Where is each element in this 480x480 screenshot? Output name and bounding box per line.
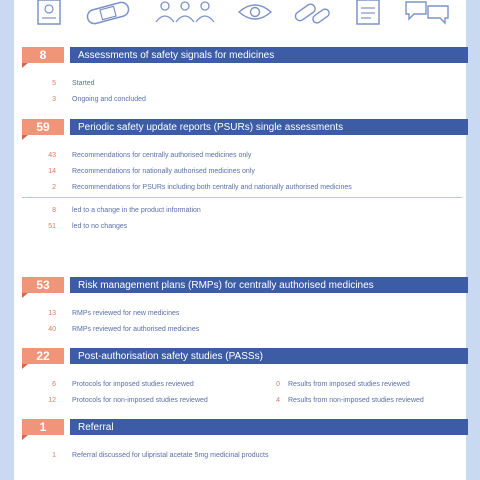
section-title: Referral (70, 419, 468, 435)
list-item (22, 447, 462, 463)
item-label: Recommendations for centrally authorised medicines only (72, 151, 252, 159)
list-item (22, 218, 462, 234)
list-item (22, 305, 462, 321)
section-rmps (22, 277, 462, 337)
item-count: 40 (48, 325, 56, 333)
section-referral (22, 419, 462, 463)
item-label: led to no changes (72, 222, 128, 230)
section-number: 1 (22, 419, 64, 435)
infographic-panel (14, 0, 466, 480)
item-count: 14 (48, 167, 56, 175)
section-number: 59 (22, 119, 64, 135)
list-item (22, 392, 462, 408)
item-label: Recommendations for nationally authorised medicines only (72, 167, 255, 175)
item-count: 51 (48, 222, 56, 230)
item-label: Protocols for non-imposed studies reviewed (72, 396, 208, 404)
list-item (22, 321, 462, 337)
section-pass (22, 348, 462, 408)
section-safety-signals (22, 47, 462, 107)
section-header (22, 119, 462, 135)
item-label-secondary: Results from imposed studies reviewed (288, 380, 410, 388)
icon-strip (32, 0, 452, 30)
section-number: 22 (22, 348, 64, 364)
item-label: led to a change in the product information (72, 206, 201, 214)
list-item (22, 376, 462, 392)
item-label: Referral discussed for ulipristal acetate 5mg medicinal products (72, 451, 269, 459)
section-title: Assessments of safety signals for medicines (70, 47, 468, 63)
section-header (22, 348, 462, 364)
section-header (22, 47, 462, 63)
eye-icon (237, 0, 273, 26)
section-number: 53 (22, 277, 64, 293)
section-title: Post-authorisation safety studies (PASSs) (70, 348, 468, 364)
section-psurs (22, 119, 462, 234)
item-count: 1 (52, 451, 56, 459)
section-number: 8 (22, 47, 64, 63)
item-label: RMPs reviewed for authorised medicines (72, 325, 200, 333)
item-count-secondary: 4 (276, 396, 280, 404)
item-count: 2 (52, 183, 56, 191)
item-label: Started (72, 79, 95, 87)
item-count: 12 (48, 396, 56, 404)
item-label: Ongoing and concluded (72, 95, 146, 103)
item-label: Protocols for imposed studies reviewed (72, 380, 194, 388)
section-title: Periodic safety update reports (PSURs) single assessments (70, 119, 468, 135)
item-count: 8 (52, 206, 56, 214)
list-item (22, 163, 462, 179)
section-header (22, 419, 462, 435)
item-count: 43 (48, 151, 56, 159)
item-count: 3 (52, 95, 56, 103)
list-item (22, 91, 462, 107)
section-title: Risk management plans (RMPs) for centrally authorised medicines (70, 277, 468, 293)
item-count-secondary: 0 (276, 380, 280, 388)
people-icon (150, 0, 220, 26)
divider (22, 197, 462, 198)
list-item (22, 75, 462, 91)
bandage-icon (83, 0, 133, 26)
item-count: 5 (52, 79, 56, 87)
list-item (22, 179, 462, 195)
item-count: 13 (48, 309, 56, 317)
item-label-secondary: Results from non-imposed studies reviewed (288, 396, 424, 404)
speech-bubbles-icon (402, 0, 452, 26)
pills-icon (290, 0, 334, 26)
section-header (22, 277, 462, 293)
list-item (22, 202, 462, 218)
item-label: RMPs reviewed for new medicines (72, 309, 180, 317)
item-count: 6 (52, 380, 56, 388)
list-item (22, 147, 462, 163)
report-icon (351, 0, 385, 26)
document-icon (32, 0, 66, 26)
item-label: Recommendations for PSURs including both centrally and nationally authorised medicines (72, 183, 352, 191)
